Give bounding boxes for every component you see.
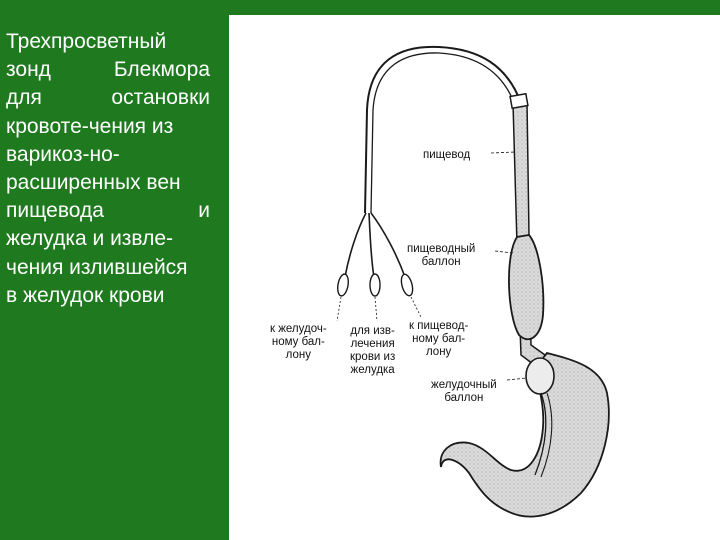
- label-line: лечения: [350, 338, 395, 350]
- label-esophagus-text: пищевод: [423, 149, 471, 161]
- label-esophagus: [423, 149, 470, 162]
- label-line: баллон: [444, 392, 484, 404]
- leader-to-esoph: [411, 297, 421, 317]
- branch-left-end: [336, 273, 350, 296]
- label-to-gastric-balloon: [270, 323, 327, 362]
- leader-esophagus: [491, 152, 515, 153]
- tube-tip: [510, 94, 528, 109]
- caption-line-8: желудка и извле-: [6, 227, 174, 251]
- caption-word: и: [198, 199, 210, 223]
- caption-word: Блекмора: [113, 58, 210, 82]
- label-line: к желудоч-: [270, 323, 327, 335]
- branch-right-end: [399, 273, 414, 297]
- blakemore-tube-figure: [229, 15, 720, 540]
- label-line: крови из: [350, 351, 396, 363]
- label-line: к пищевод-: [409, 320, 469, 332]
- label-line: баллон: [421, 256, 461, 268]
- caption-line-9: чения излившейся: [6, 255, 188, 279]
- label-line: желудка: [350, 364, 395, 376]
- leader-esoph-balloon: [495, 251, 513, 253]
- caption-word: для: [6, 86, 42, 110]
- caption-line-6: расширенных вен: [6, 171, 181, 195]
- label-line: ному бал-: [271, 336, 325, 348]
- caption-line-1: Трехпросветный: [6, 30, 167, 53]
- caption-word: зонд: [6, 58, 51, 82]
- branch-right: [371, 213, 405, 277]
- caption-line-2: [6, 56, 210, 84]
- label-blood-extraction: [350, 325, 395, 377]
- main-tube-arc-inner: [371, 53, 515, 213]
- caption-word: пищевода: [6, 199, 104, 223]
- label-line: пищеводный: [407, 243, 476, 255]
- tube-diagram: [229, 15, 720, 540]
- slide-caption: [6, 28, 210, 310]
- branch-middle-end: [370, 274, 380, 296]
- caption-word: остановки: [111, 86, 210, 110]
- caption-line-7: [6, 197, 210, 225]
- leader-to-gastric: [337, 297, 341, 321]
- caption-line-3: [6, 84, 210, 112]
- label-esophageal-balloon: [407, 243, 475, 269]
- label-line: для изв-: [350, 325, 395, 337]
- caption-line-4: кровоте-чения из: [6, 114, 174, 138]
- label-to-esophageal-balloon: [409, 320, 468, 359]
- label-gastric-balloon: [431, 379, 497, 405]
- label-line: желудочный: [431, 379, 497, 391]
- stomach-shape: [441, 353, 609, 517]
- branch-middle: [369, 213, 374, 277]
- gastric-balloon: [526, 358, 554, 394]
- main-tube-arc: [365, 47, 521, 213]
- left-panel: [0, 0, 228, 540]
- caption-line-5: варикоз-но-: [6, 142, 120, 166]
- esophageal-balloon: [509, 235, 543, 339]
- label-line: лону: [425, 346, 452, 358]
- caption-line-10: в желудок крови: [6, 283, 165, 307]
- label-line: лону: [285, 349, 312, 361]
- branch-left: [345, 213, 366, 277]
- leader-extraction: [375, 297, 377, 321]
- leader-gastric-balloon: [507, 378, 527, 380]
- label-line: ному бал-: [412, 333, 466, 345]
